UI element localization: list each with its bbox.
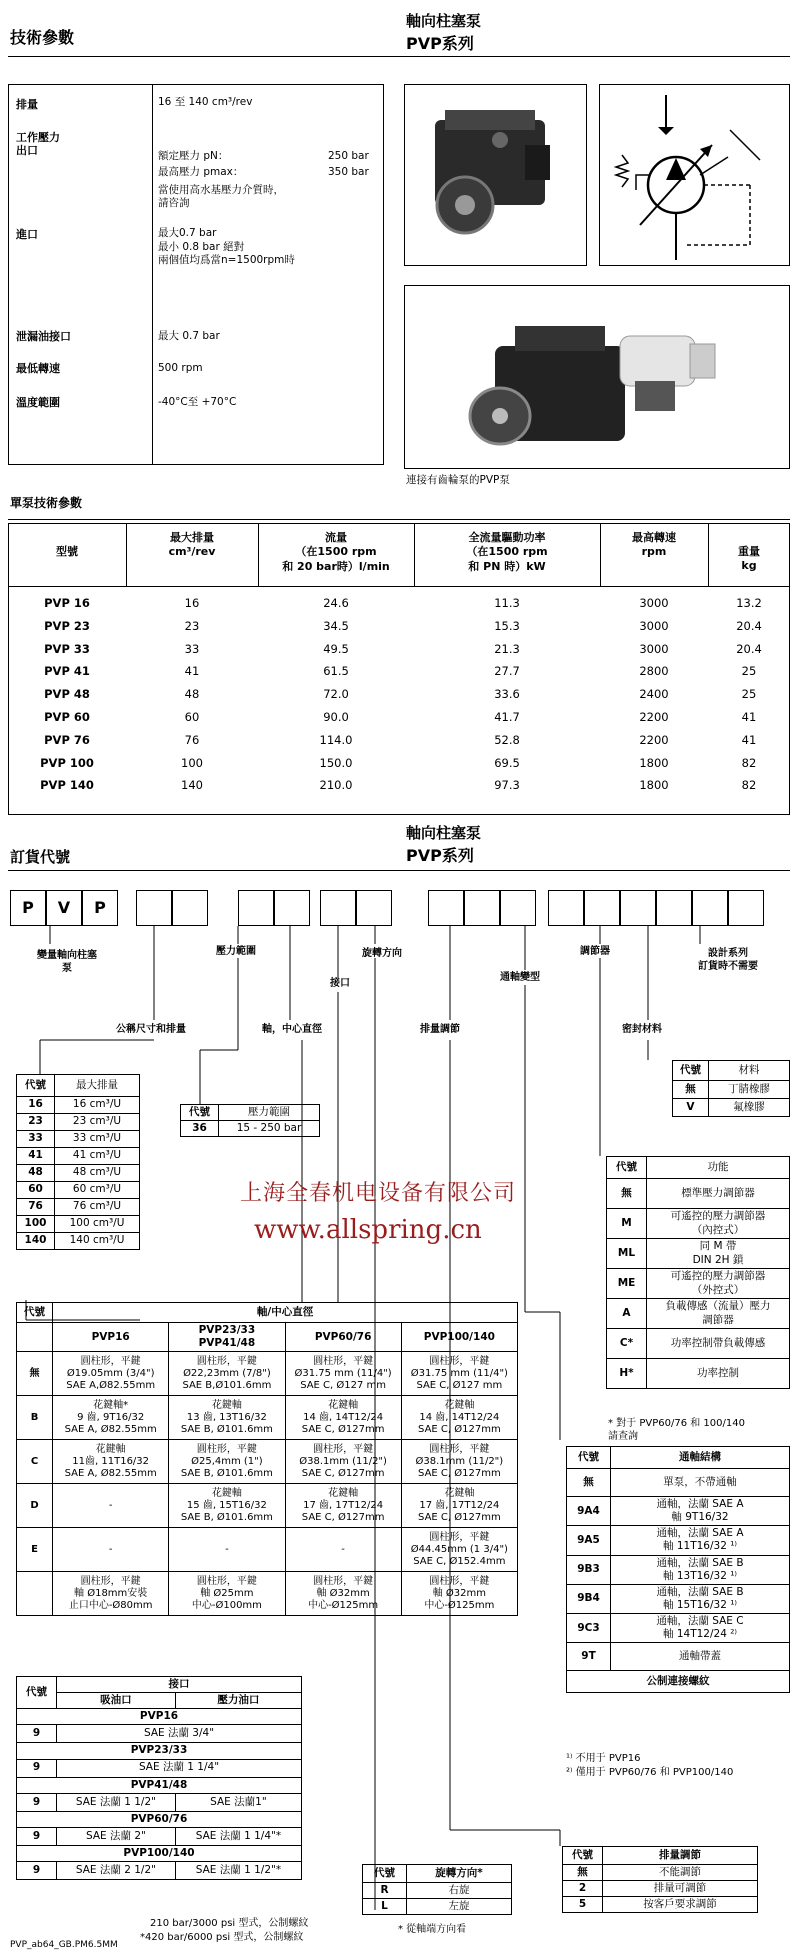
thru-row-desc: 通軸，法蘭 SAE B 軸 13T16/32 ¹⁾ [611,1555,790,1584]
pump-value: 24.6 [323,596,349,610]
pump-model: PVP 33 [44,641,90,656]
controller-row-desc: 可遙控的壓力調節器 （內控式） [647,1209,790,1239]
pump-model: PVP 60 [44,710,90,724]
port-group-code: 9 [17,1759,57,1777]
shaft-row-code: 無 [17,1352,53,1396]
controller-table-h1: 代號 [607,1157,647,1179]
controller-row-code: M [607,1209,647,1239]
shaft-row-cell: 圓柱形，平鍵 Ø31.75 mm (11/4") SAE C, Ø127 mm [285,1352,401,1396]
port-suction: SAE 法蘭 2" [57,1827,176,1845]
controller-row-desc: 功率控制 [647,1359,790,1389]
port-suction: SAE 法蘭 1 1/2" [57,1793,176,1811]
disp-row-desc: 排量可調節 [603,1881,758,1897]
pump-value: 41 [741,710,757,724]
rotation-row-desc: 右旋 [407,1883,512,1899]
disp-row-code: 5 [563,1897,603,1913]
rated-pressure-value: 250 bar [328,150,369,162]
series-title-2: PVP系列 [406,34,474,53]
shaft-table [16,1302,518,1616]
pump-value: 76 [184,732,200,747]
pressure-table [180,1104,320,1137]
port-suction: SAE 法蘭 3/4" [57,1725,302,1743]
controller-table [606,1156,790,1389]
shaft-row-code: D [17,1484,53,1528]
size-row-desc: 76 cm³/U [55,1199,140,1216]
pump-value: 52.8 [494,732,520,747]
pump-value: 2800 [639,664,669,679]
pump-value: 2400 [639,687,669,702]
pump-value: 20.4 [736,618,762,633]
thru-row-desc: 通軸，法蘭 SAE C 軸 14T12/24 ²⁾ [611,1614,790,1643]
shaft-row-cell: - [285,1528,401,1572]
controller-row-code: 無 [607,1179,647,1209]
port-suction: SAE 法蘭 1 1/4" [57,1759,302,1777]
frame-disp-label: 公稱尺寸和排量 [116,1024,186,1035]
temp-value: -40°C至 +70°C [158,396,237,408]
min-speed-value: 500 rpm [158,362,203,374]
thru-table-h2: 通軸結構 [611,1447,790,1469]
pump-value: 69.5 [494,755,520,770]
size-row-desc: 140 cm³/U [55,1233,140,1250]
pressure-note: 當使用高水基壓力介質時， 請咨詢 [158,184,284,210]
shaft-row-cell: 圓柱形，平鍵 軸 Ø25mm 中心-Ø100mm [169,1572,285,1616]
photo-caption: 連接有齒輪泵的PVP泵 [406,474,510,486]
thru-drive-label: 通軸變型 [500,972,540,983]
port-table-h1: 代號 [17,1677,57,1709]
tech-params-title: 技術參數 [10,28,75,47]
order-series-title-1: 軸向柱塞泵 [406,824,482,842]
pump-value: 33 [184,641,200,656]
pump-value: 41 [741,732,757,747]
single-pump-title: 單泵技術參數 [10,496,83,510]
thru-row-code: 9A5 [567,1526,611,1555]
displacement-value: 16 至 140 cm³/rev [158,96,253,108]
shaft-col-header: PVP100/140 [401,1323,517,1352]
pressure-range-label: 壓力範圍 [216,946,256,957]
seal-row-desc: 氟橡膠 [709,1099,790,1117]
port-suction: SAE 法蘭 2 1/2" [57,1861,176,1879]
port-group-code: 9 [17,1793,57,1811]
rotation-table [362,1864,512,1915]
shaft-row-cell: 花鍵軸 15 齒, 15T16/32 SAE B, Ø101.6mm [169,1484,285,1528]
port-group-name: PVP23/33 [17,1743,302,1759]
rotation-label: 旋轉方向 [362,948,402,959]
pump-value: 140 [181,778,203,793]
pump-value: 3000 [639,596,669,610]
shaft-row-cell: 圓柱形，平鍵 Ø25,4mm (1") SAE B, Ø101.6mm [169,1440,285,1484]
code-letter-p2: P [82,890,118,926]
size-row-code: 48 [17,1165,55,1182]
seal-label: 密封材料 [622,1024,662,1035]
pump-value: 61.5 [323,664,349,679]
pump-model: PVP 140 [40,778,94,793]
shaft-row-cell: 圓柱形，平鍵 Ø31.75 mm (11/4") SAE C, Ø127 mm [401,1352,517,1396]
port-group-name: PVP16 [17,1709,302,1725]
single-pump-header-5: 重量 kg [738,545,760,573]
thru-table-h1: 代號 [567,1447,611,1469]
pump-value: 3000 [639,618,669,633]
pump-model: PVP 76 [44,732,90,747]
thru-row-desc: 通軸帶蓋 [611,1643,790,1671]
controller-label: 調節器 [580,946,610,957]
thru-row-desc: 通軸，法蘭 SAE A 軸 9T16/32 [611,1497,790,1526]
footer-code: PVP_ab64_GB.PM6.5MM [10,1940,118,1950]
single-pump-header-1: 最大排量 cm³/rev [168,531,216,559]
disp-table [562,1846,758,1913]
pump-value: 27.7 [494,664,520,679]
shaft-col-header: PVP60/76 [285,1323,401,1352]
rated-pressure-label: 額定壓力 pN： [158,150,229,162]
pressure-table-h2: 壓力範圍 [219,1105,320,1121]
port-label: 接口 [330,978,350,989]
order-series-title-2: PVP系列 [406,846,474,865]
size-row-code: 140 [17,1233,55,1250]
shaft-row-cell: 花鍵軸 17 齒, 17T12/24 SAE C, Ø127mm [285,1484,401,1528]
temp-label: 溫度範圍 [16,396,60,409]
shaft-table-h1: 代號 [17,1303,53,1323]
shaft-row-cell: 花鍵軸 13 齒, 13T16/32 SAE B, Ø101.6mm [169,1396,285,1440]
rotation-note: * 從軸端方向看 [398,1924,467,1935]
max-pressure-value: 350 bar [328,166,369,178]
pump-value: 60 [184,710,200,724]
thru-row-desc: 通軸，法蘭 SAE A 軸 11T16/32 ¹⁾ [611,1526,790,1555]
rotation-row-code: L [363,1899,407,1915]
size-row-code: 41 [17,1148,55,1165]
single-pump-header-2: 流量 （在1500 rpm 和 20 bar時）l/min [282,531,390,573]
variable-pump-label: 變量軸向柱塞 泵 [37,950,97,974]
pump-value: 21.3 [494,641,520,656]
pump-model: PVP 48 [44,687,90,702]
design-series-label: 設計系列 訂貨時不需要 [698,948,758,972]
thru-row-code: 9T [567,1643,611,1671]
max-pressure-label: 最高壓力 pmax： [158,166,244,178]
pump-value: 20.4 [736,641,762,656]
drain-label: 泄漏油接口 [16,330,71,343]
thru-row-desc: 單泵，不帶通軸 [611,1469,790,1497]
pump-value: 25 [741,687,757,702]
shaft-table-h2: 軸/中心直徑 [53,1303,518,1323]
size-row-desc: 23 cm³/U [55,1114,140,1131]
code-letter-p1: P [10,890,46,926]
series-title-1: 軸向柱塞泵 [406,12,482,30]
pump-value: 210.0 [319,778,353,793]
size-table-h2: 最大排量 [55,1075,140,1097]
size-table [16,1074,140,1250]
inlet-value: 最大0.7 bar 最小 0.8 bar 絕對 兩個值均爲當n=1500rpm時 [158,227,295,267]
rotation-table-h2: 旋轉方向* [407,1865,512,1883]
controller-row-desc: 功率控制帶負載傳感 [647,1329,790,1359]
pressure-label: 工作壓力 出口 [16,131,60,157]
thru-table [566,1446,790,1693]
pressure-table-h1: 代號 [181,1105,219,1121]
thru-row-code: 9B4 [567,1584,611,1613]
shaft-row-cell: 圓柱形，平鍵 軸 Ø18mm安裝 止口中心-Ø80mm [53,1572,169,1616]
pump-value: 82 [741,778,757,793]
single-pump-header-4: 最高轉速 rpm [632,531,676,559]
disp-row-code: 無 [563,1865,603,1881]
pump-value: 1800 [639,755,669,770]
port-pressure: SAE 法蘭 1 1/2"* [175,1861,301,1879]
pump-value: 114.0 [319,732,353,747]
shaft-row-cell: 圓柱形，平鍵 軸 Ø32mm 中心-Ø125mm [285,1572,401,1616]
pump-value: 23 [184,618,200,633]
controller-row-code: ME [607,1269,647,1299]
shaft-row-cell: 圓柱形，平鍵 軸 Ø32mm 中心-Ø125mm [401,1572,517,1616]
pump-model: PVP 23 [44,618,90,633]
controller-row-desc: 負載傳感（流量）壓力 調節器 [647,1299,790,1329]
shaft-row-cell: 圓柱形，平鍵 Ø44.45mm (1 3/4") SAE C, Ø152.4mm [401,1528,517,1572]
shaft-row-cell: 圓柱形，平鍵 Ø22,23mm (7/8") SAE B,Ø101.6mm [169,1352,285,1396]
size-row-code: 23 [17,1114,55,1131]
seal-table [672,1060,790,1117]
pump-value: 33.6 [494,687,520,702]
inlet-label: 進口 [16,228,38,241]
pump-value: 41.7 [494,710,520,724]
pump-value: 150.0 [319,755,353,770]
pump-value: 3000 [639,641,669,656]
thru-note-1: ¹⁾ 不用于 PVP16 [566,1753,641,1764]
shaft-row-cell: 花鍵軸 14 齒, 14T12/24 SAE C, Ø127mm [401,1396,517,1440]
size-row-desc: 16 cm³/U [55,1097,140,1114]
controller-note: * 對于 PVP60/76 和 100/140 請查詢 [608,1418,745,1442]
controller-row-code: C* [607,1329,647,1359]
pump-value: 1800 [639,778,669,793]
seal-row-code: 無 [673,1081,709,1099]
pump-value: 34.5 [323,618,349,633]
pump-value: 2200 [639,732,669,747]
code-letter-v: V [46,890,82,926]
watermark-company: 上海全春机电设备有限公司 [240,1181,517,1206]
pump-value: 2200 [639,710,669,724]
size-row-code: 76 [17,1199,55,1216]
port-group-code: 9 [17,1861,57,1879]
shaft-row-cell: 花鍵軸 17 齒, 17T12/24 SAE C, Ø127mm [401,1484,517,1528]
port-pressure: SAE 法蘭1" [175,1793,301,1811]
port-table-h2: 接口 [57,1677,302,1693]
port-group-code: 9 [17,1827,57,1845]
pump-value: 90.0 [323,710,349,724]
pump-value: 82 [741,755,757,770]
port-group-name: PVP100/140 [17,1845,302,1861]
rotation-table-h1: 代號 [363,1865,407,1883]
port-group-name: PVP41/48 [17,1777,302,1793]
shaft-row-code [17,1572,53,1616]
size-row-code: 16 [17,1097,55,1114]
disp-table-h1: 代號 [563,1847,603,1865]
pump-value: 72.0 [323,687,349,702]
size-table-h1: 代號 [17,1075,55,1097]
pump-value: 11.3 [494,596,520,610]
rotation-row-code: R [363,1883,407,1899]
controller-row-code: ML [607,1239,647,1269]
pump-model: PVP 16 [44,596,90,610]
size-row-desc: 33 cm³/U [55,1131,140,1148]
shaft-row-code: E [17,1528,53,1572]
pump-value: 49.5 [323,641,349,656]
size-row-code: 33 [17,1131,55,1148]
seal-row-desc: 丁腈橡膠 [709,1081,790,1099]
port-table [16,1676,302,1880]
displacement-label: 排量 [16,98,38,111]
thru-note-2: ²⁾ 僅用于 PVP60/76 和 PVP100/140 [566,1767,734,1778]
thru-row-code: 9A4 [567,1497,611,1526]
disp-row-code: 2 [563,1881,603,1897]
pump-value: 25 [741,664,757,679]
shaft-row-cell: 花鍵軸* 9 齒, 9T16/32 SAE A, Ø82.55mm [53,1396,169,1440]
pump-value: 13.2 [736,596,762,610]
seal-table-h1: 代號 [673,1061,709,1081]
port-note-1: 210 bar/3000 psi 型式，公制螺紋 [150,1918,309,1929]
seal-row-code: V [673,1099,709,1117]
thru-row-code: 9B3 [567,1555,611,1584]
controller-row-desc: 可遙控的壓力調節器 （外控式） [647,1269,790,1299]
thru-row-code: 無 [567,1469,611,1497]
size-row-code: 60 [17,1182,55,1199]
pump-value: 16 [184,596,200,610]
shaft-col-header: PVP23/33 PVP41/48 [169,1323,285,1352]
single-pump-header-3: 全流量驅動功率 （在1500 rpm 和 PN 時）kW [466,531,548,573]
size-row-desc: 48 cm³/U [55,1165,140,1182]
controller-table-h2: 功能 [647,1157,790,1179]
shaft-col-blank [17,1323,53,1352]
disp-table-h2: 排量調節 [603,1847,758,1865]
controller-row-code: H* [607,1359,647,1389]
pump-value: 97.3 [494,778,520,793]
watermark-url: www.allspring.cn [254,1215,482,1245]
controller-row-code: A [607,1299,647,1329]
port-pressure-header: 壓力油口 [175,1693,301,1709]
size-row-desc: 100 cm³/U [55,1216,140,1233]
port-group-code: 9 [17,1725,57,1743]
pump-value: 100 [181,755,203,770]
drain-value: 最大 0.7 bar [158,330,220,342]
port-group-name: PVP60/76 [17,1811,302,1827]
size-row-desc: 60 cm³/U [55,1182,140,1199]
controller-row-desc: 同 M 帶 DIN 2H 鎖 [647,1239,790,1269]
thru-row-code: 9C3 [567,1614,611,1643]
size-row-code: 100 [17,1216,55,1233]
pressure-value: 15 - 250 bar [219,1121,320,1137]
order-code-title: 訂貨代號 [10,848,71,866]
pressure-code: 36 [181,1121,219,1137]
shaft-row-cell: - [169,1528,285,1572]
pump-value: 15.3 [494,618,520,633]
pump-model: PVP 41 [44,664,90,679]
size-row-desc: 41 cm³/U [55,1148,140,1165]
shaft-row-code: C [17,1440,53,1484]
controller-row-desc: 標準壓力調節器 [647,1179,790,1209]
shaft-row-cell: - [53,1528,169,1572]
port-suction-header: 吸油口 [57,1693,176,1709]
shaft-center-label: 軸，中心直徑 [262,1024,322,1035]
shaft-row-cell: - [53,1484,169,1528]
displacement-adj-label: 排量調節 [420,1024,460,1035]
min-speed-label: 最低轉速 [16,362,60,375]
port-pressure: SAE 法蘭 1 1/4"* [175,1827,301,1845]
pump-value: 41 [184,664,200,679]
shaft-row-cell: 花鍵軸 14 齒, 14T12/24 SAE C, Ø127mm [285,1396,401,1440]
rotation-row-desc: 左旋 [407,1899,512,1915]
disp-row-desc: 按客戶要求調節 [603,1897,758,1913]
pump-value: 48 [184,687,200,702]
single-pump-header-0: 型號 [56,545,78,558]
shaft-col-header: PVP16 [53,1323,169,1352]
thru-row-desc: 通軸，法蘭 SAE B 軸 15T16/32 ¹⁾ [611,1584,790,1613]
shaft-row-cell: 圓柱形，平鍵 Ø38.1mm (11/2") SAE C, Ø127mm [285,1440,401,1484]
port-note-2: *420 bar/6000 psi 型式，公制螺紋 [140,1932,304,1943]
shaft-row-cell: 圓柱形，平鍵 Ø38.1mm (11/2") SAE C, Ø127mm [401,1440,517,1484]
shaft-row-cell: 圓柱形，平鍵 Ø19.05mm (3/4") SAE A,Ø82.55mm [53,1352,169,1396]
shaft-row-cell: 花鍵軸 11齒, 11T16/32 SAE A, Ø82.55mm [53,1440,169,1484]
thru-table-footer: 公制連接螺紋 [567,1671,790,1693]
seal-table-h2: 材料 [709,1061,790,1081]
shaft-row-code: B [17,1396,53,1440]
disp-row-desc: 不能調節 [603,1865,758,1881]
pump-model: PVP 100 [40,755,94,770]
